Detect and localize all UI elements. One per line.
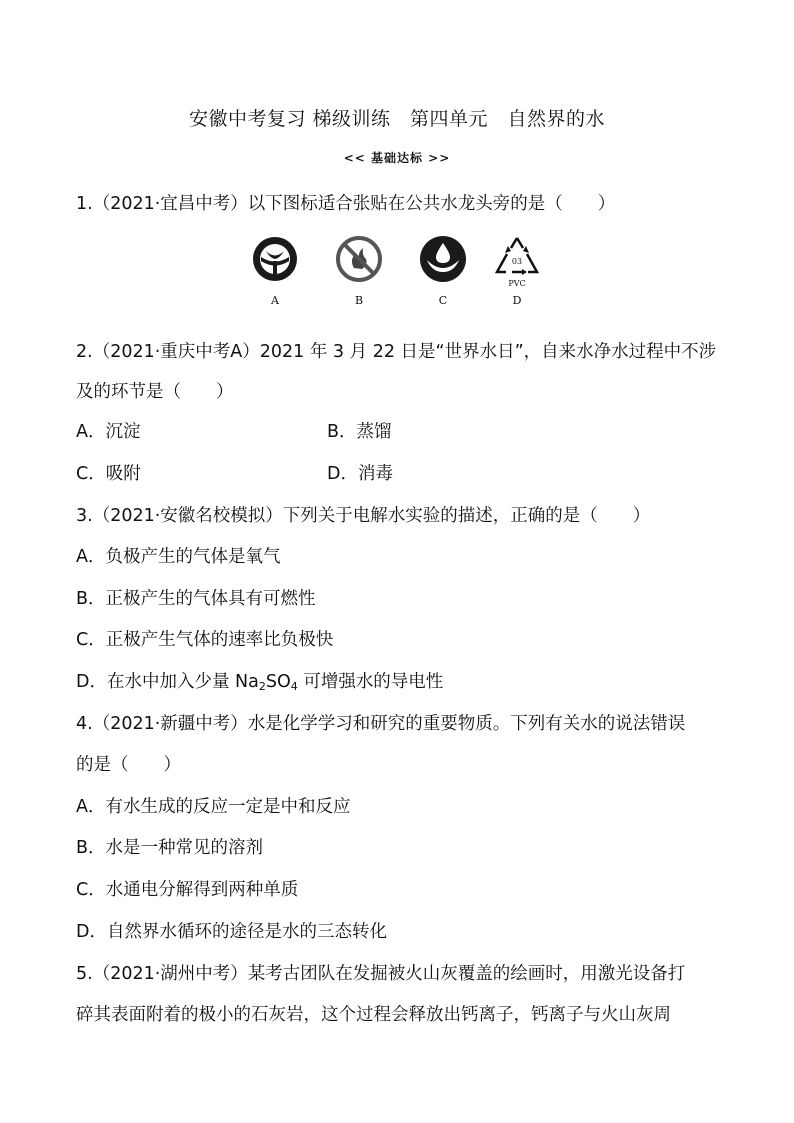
- no-smoking-fire-icon: [334, 234, 384, 284]
- question-4-option-d: D．自然界水循环的途径是水的三态转化: [76, 922, 387, 942]
- question-2-line-2: 及的环节是（ ）: [76, 382, 234, 402]
- question-5-line-1: 5.（2021·湖州中考）某考古团队在发掘被火山灰覆盖的绘画时，用激光设备打: [76, 964, 686, 984]
- question-2-line-1: 2.（2021·重庆中考A）2021 年 3 月 22 日是“世界水日”，自来水净水过程中不涉: [76, 342, 717, 362]
- question-2-option-b: B．蒸馏: [327, 422, 392, 442]
- question-4-line-2: 的是（ ）: [76, 755, 181, 775]
- question-4-option-b: B．水是一种常见的溶剂: [76, 838, 264, 858]
- icon-label-b: B: [354, 294, 364, 307]
- recycle-pvc-icon: [492, 234, 542, 290]
- question-4-line-1: 4.（2021·新疆中考）水是化学学习和研究的重要物质。下列有关水的说法错误: [76, 714, 686, 734]
- question-2-option-d: D．消毒: [327, 464, 393, 484]
- icon-label-c: C: [438, 294, 448, 307]
- question-3-option-d: D．在水中加入少量 $Na_2SO_4$ 可增强水的导电性: [76, 672, 444, 693]
- question-4-option-c: C．水通电分解得到两种单质: [76, 880, 299, 900]
- question-3: 3.（2021·安徽名校模拟）下列关于电解水实验的描述，正确的是（ ）: [76, 506, 651, 526]
- grain-food-icon: [250, 234, 300, 284]
- question-1: 1.（2021·宜昌中考）以下图标适合张贴在公共水龙头旁的是（ ）: [76, 194, 616, 214]
- page-title: 安徽中考复习 梯级训练 第四单元 自然界的水: [188, 108, 606, 130]
- question-3-option-b: B．正极产生的气体具有可燃性: [76, 589, 316, 609]
- icon-label-d: D: [512, 294, 522, 307]
- recycle-material: PVC: [508, 279, 526, 288]
- water-saving-icon: [418, 234, 468, 284]
- question-3-option-a: A．负极产生的气体是氧气: [76, 547, 281, 567]
- question-3-option-c: C．正极产生气体的速率比负极快: [76, 630, 334, 650]
- icon-label-a: A: [271, 294, 279, 307]
- icon-row: [240, 234, 560, 314]
- section-heading: << 基础达标 >>: [343, 151, 451, 165]
- question-2-option-c: C．吸附: [76, 464, 141, 484]
- question-4-option-a: A．有水生成的反应一定是中和反应: [76, 797, 351, 817]
- recycle-code: 03: [511, 257, 523, 266]
- question-5-line-2: 碎其表面附着的极小的石灰岩，这个过程会释放出钙离子，钙离子与火山灰周: [76, 1005, 671, 1025]
- question-2-option-a: A．沉淀: [76, 422, 141, 442]
